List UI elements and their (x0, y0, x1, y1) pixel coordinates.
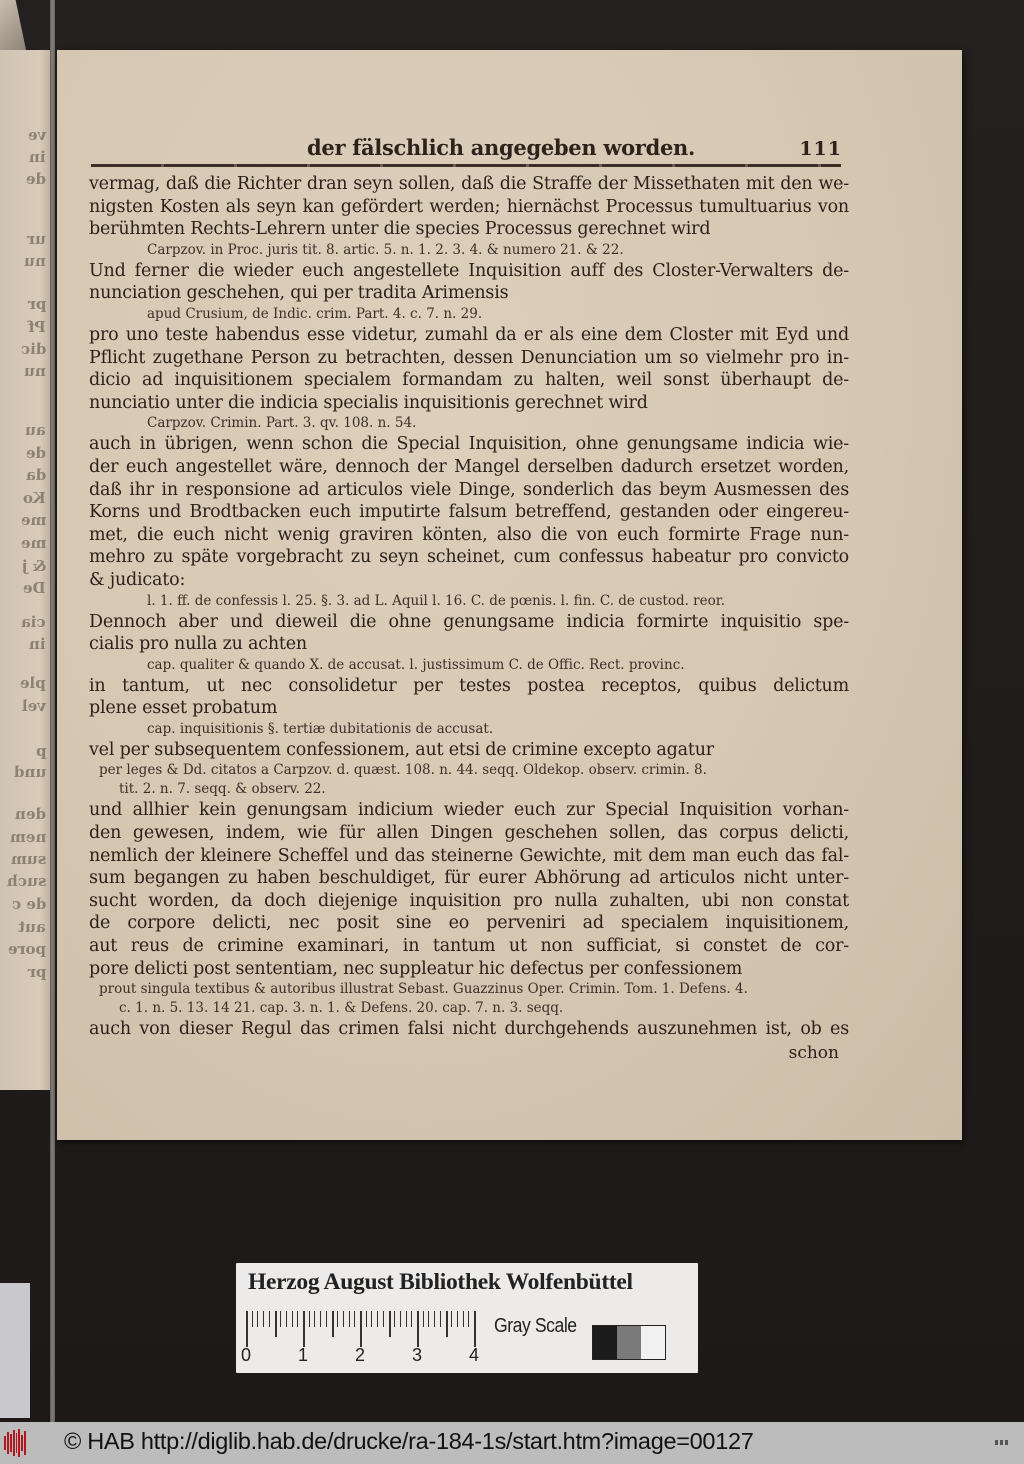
ruler-tick (446, 1311, 448, 1337)
bleed-through-text: in (29, 148, 46, 166)
text-line: vermag, daß die Richter dran seyn sollen, daß die Straffe der Missethaten mit den we- (89, 174, 849, 194)
ruler-tick (343, 1311, 344, 1327)
ruler-label: 4 (468, 1345, 480, 1365)
ruler-tick (252, 1311, 253, 1327)
bleed-through-text: den (15, 805, 46, 823)
text-line: berühmten Rechts-Lehrern unter die species Processus gerechnet wird (89, 219, 711, 240)
swatch-gray (617, 1326, 641, 1359)
citation: per leges & Dd. citatos a Carpzov. d. quæst. 108. n. 44. seqq. Oldekop. observ. crimin. 8. (99, 762, 707, 779)
text-line: de corpore delicti, nec posit sine eo perveniri ad specialem inquisitionem, (89, 913, 849, 934)
library-name: Herzog August Bibliothek Wolfenbüttel (248, 1269, 633, 1295)
header-rule (91, 164, 841, 167)
bleed-through-text: de c (11, 895, 46, 913)
text-line: Korns und Brodtbacken euch imputirte falsum betreffend, gestanden oder eingereu- (89, 502, 849, 523)
ruler-tick (332, 1311, 334, 1337)
ruler-tick (371, 1311, 372, 1327)
ruler-tick (400, 1311, 401, 1327)
bleed-through-text: nu (24, 252, 46, 270)
ruler-tick (309, 1311, 310, 1327)
running-head: der fälschlich angegeben worden. (307, 135, 695, 160)
ruler-tick (411, 1311, 412, 1327)
text-line: und allhier kein genungsam indicium wieder euch zur Special Inquisition vorhan- (89, 800, 849, 821)
ruler-tick (337, 1311, 338, 1327)
ruler-tick (275, 1311, 277, 1337)
ruler-tick (292, 1311, 293, 1327)
ruler-tick (326, 1311, 327, 1327)
ruler-tick (286, 1311, 287, 1327)
bleed-through-text: sum (10, 850, 46, 868)
bleed-through-text: & j (21, 557, 46, 575)
text-line: met, die euch nicht wenig graviren könten, also die von euch formirte Frage nun- (89, 524, 849, 545)
bleed-through-text: Ko (23, 489, 46, 507)
bleed-through-text: und (13, 763, 46, 781)
text-line: der euch angestellet wäre, dennoch der Mangel derselben dadurch ersetzet worden, (89, 456, 849, 477)
ruler-tick (377, 1311, 378, 1327)
ruler-tick (303, 1311, 305, 1347)
ruler-tick (428, 1311, 429, 1327)
text-line: aut reus de crimine examinari, in tantum ut non sufficiat, si constet de cor- (89, 936, 849, 957)
ruler-tick (280, 1311, 281, 1327)
ruler-tick (297, 1311, 298, 1327)
bleed-through-text: me (20, 534, 46, 552)
text-line: vel per subsequentem confessionem, aut etsi de crimine excepto agatur (89, 739, 714, 760)
page-number: 111 (799, 138, 842, 160)
citation: cap. inquisitionis §. tertiæ dubitationis de accusat. (147, 720, 494, 737)
bleed-through-text: da (25, 466, 46, 484)
bleed-through-text: cia (21, 613, 46, 631)
text-line: cialis pro nulla zu achten (89, 634, 307, 655)
bleed-through-text: ple (20, 674, 46, 692)
bleed-through-text: ve (27, 126, 46, 144)
ruler-tick (360, 1311, 362, 1347)
bleed-through-text: De (23, 579, 46, 597)
ruler-label: 3 (411, 1345, 423, 1365)
text-line: den gewesen, indem, wie für allen Dingen geschehen sollen, das corpus delicti, (89, 823, 849, 844)
ruler-tick (463, 1311, 464, 1327)
ruler-tick (389, 1311, 391, 1337)
ruler-tick (394, 1311, 395, 1327)
ruler-tick (246, 1311, 248, 1347)
facing-page-corner (0, 0, 26, 50)
ruler-label: 0 (240, 1345, 252, 1365)
text-line: nunciatio unter die indicia specialis inquisitionis gerechnet wird (89, 392, 648, 413)
text-line: dicio ad inquisitionem specialem formandam zu halten, weil sonst überhaupt de- (89, 370, 849, 391)
text-line: daß ihr in responsione ad articulos viele Dinge, sonderlich das beym Ausmessen des (89, 479, 849, 500)
hab-logo-icon (4, 1429, 26, 1457)
ruler-tick (320, 1311, 321, 1327)
color-calibration-bar (236, 1263, 698, 1373)
bleed-through-text: nu (24, 362, 46, 380)
text-line: Dennoch aber und dieweil die ohne genungsame indicia formirte inquisitio spe- (89, 611, 849, 632)
text-line: pro uno teste habendus esse videtur, zumahl da er als eine dem Closter mit Eyd und (89, 324, 849, 345)
text-line: sum begangen zu haben beschuldiget, für eurer Abhörung ad articulos nicht unter- (89, 868, 849, 889)
text-line: nunciation geschehen, qui per tradita Arimensis (89, 283, 509, 304)
bleed-through-text: de (25, 444, 46, 462)
ruler-tick (457, 1311, 458, 1327)
glass-plate-edge (50, 0, 55, 1422)
bleed-through-text: aut (18, 918, 46, 936)
citation: apud Crusium, de Indic. crim. Part. 4. c. 7. n. 29. (147, 305, 483, 322)
bleed-through-text: de (25, 170, 46, 188)
ruler-tick (474, 1311, 476, 1347)
gray-scale-label: Gray Scale (494, 1315, 577, 1337)
ruler-tick (423, 1311, 424, 1327)
text-line: sucht worden, da doch diejenige inquisition pro nulla zuhalten, ubi non constat (89, 890, 849, 911)
citation: Carpzov. in Proc. juris tit. 8. artic. 5. n. 1. 2. 3. 4. & numero 21. & 22. (147, 241, 624, 258)
ruler-tick (354, 1311, 355, 1327)
text-line: mehro zu späte vorgebracht zu seyn scheinet, cum confessus habeatur pro convicto (89, 547, 849, 568)
ruler-tick (440, 1311, 441, 1327)
copyright-url[interactable]: © HAB http://diglib.hab.de/drucke/ra-184-1s/start.htm?image=00127 (64, 1428, 754, 1454)
ruler-tick (406, 1311, 407, 1327)
bleed-through-text: nem (9, 828, 46, 846)
bleed-through-text: Pf (28, 318, 46, 336)
swatch-black (593, 1326, 617, 1359)
bleed-through-text: pr (27, 963, 46, 981)
ruler-label: 1 (297, 1345, 309, 1365)
gray-scale-swatches (592, 1325, 666, 1360)
ruler-tick (366, 1311, 367, 1327)
citation: tit. 2. n. 7. seqq. & observ. 22. (119, 781, 326, 798)
bleed-through-text: such (6, 872, 46, 890)
text-line: nigsten Kosten als seyn kan gefördert werden; hiernächst Processus tumultuarius von (89, 196, 849, 217)
bleed-through-text: vel (22, 697, 46, 715)
ruler-tick (269, 1311, 270, 1327)
bleed-through-text: ur (27, 230, 46, 248)
swatch-white (641, 1326, 665, 1359)
text-line: & judicato: (89, 569, 186, 590)
text-line: Pflicht zugethane Person zu betrachten, dessen Denunciation um so vielmehr pro in- (89, 347, 849, 368)
ruler-tick (417, 1311, 419, 1347)
citation: prout singula textibus & autoribus illustrat Sebast. Guazzinus Oper. Crimin. Tom. 1. Defens. 4. (99, 981, 748, 998)
bleed-through-text: pr (27, 295, 46, 313)
bleed-through-text: in (29, 635, 46, 653)
book-page (57, 50, 962, 1140)
bleed-through-text: me (20, 511, 46, 529)
footer-bar (0, 1422, 1024, 1464)
text-line: Und ferner die wieder euch angestellete Inquisition auff des Closter-Verwalters de- (89, 260, 849, 281)
bleed-through-text: au (25, 421, 46, 439)
bleed-through-text: pore (8, 940, 46, 958)
catchword: schon (788, 1042, 839, 1063)
ruler-tick (451, 1311, 452, 1327)
ruler-tick (434, 1311, 435, 1327)
bleed-through-text: p (35, 742, 46, 760)
citation: c. 1. n. 5. 13. 14 21. cap. 3. n. 1. & Defens. 20. cap. 7. n. 3. seqq. (119, 1000, 564, 1017)
text-line: pore delicti post sententiam, nec suppleatur hic defectus per confessionem (89, 958, 743, 979)
body-text (89, 173, 849, 1065)
bleed-through-text: dic (20, 340, 46, 358)
citation: l. 1. ff. de confessis l. 25. §. 3. ad L. Aquil l. 16. C. de pœnis. l. fin. C. de custod. reor. (147, 592, 726, 609)
text-line: in tantum, ut nec consolidetur per testes postea receptos, quibus delictum (89, 675, 849, 696)
ruler-label: 2 (354, 1345, 366, 1365)
citation: cap. qualiter & quando X. de accusat. l. justissimum C. de Offic. Rect. provinc. (147, 656, 685, 673)
text-line: nemlich der kleinere Scheffel und das steinerne Gewichte, mit dem man euch das fal- (89, 845, 849, 866)
ruler-tick (257, 1311, 258, 1327)
text-line: auch von dieser Regul das crimen falsi nicht durchgehends auszunehmen ist, ob es (89, 1019, 849, 1040)
text-line: auch in übrigen, wenn schon die Special Inquisition, ohne genungsame indicia wie- (89, 434, 849, 455)
citation: Carpzov. Crimin. Part. 3. qv. 108. n. 54. (147, 415, 417, 432)
text-line: plene esset probatum (89, 698, 278, 719)
scale-ruler (240, 1311, 482, 1371)
ruler-tick (468, 1311, 469, 1327)
ruler-tick (263, 1311, 264, 1327)
ruler-tick (383, 1311, 384, 1327)
footer-indicator-icon (995, 1440, 1008, 1445)
ruler-tick (349, 1311, 350, 1327)
facing-page-edge (0, 50, 50, 1090)
ruler-tick (314, 1311, 315, 1327)
side-label-card (0, 1283, 30, 1418)
